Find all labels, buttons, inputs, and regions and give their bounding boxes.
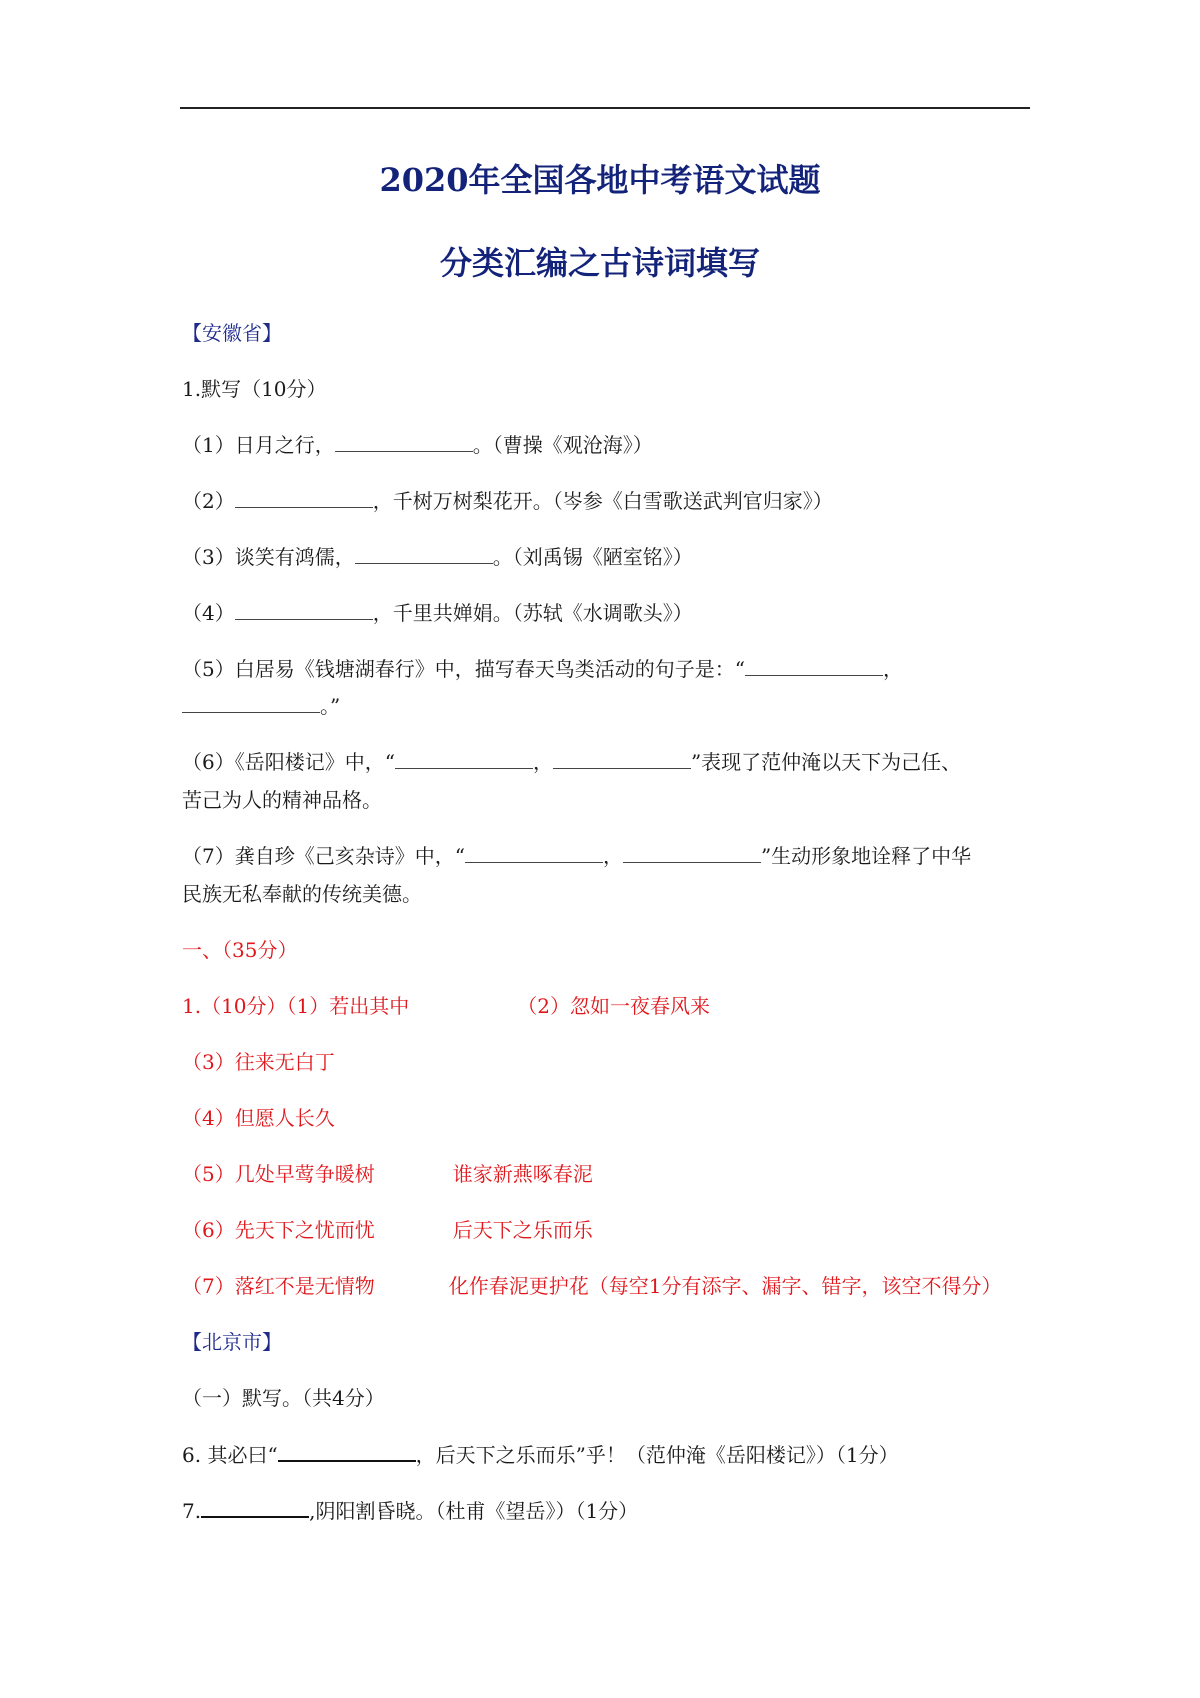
section-header-anhui: 【安徽省】 (182, 321, 282, 345)
answer-blank (278, 1440, 416, 1462)
header-rule (180, 107, 1030, 109)
title-line-2: 分类汇编之古诗词填写 (439, 244, 760, 282)
answer-line-5: （5）几处早莺争暖树 谁家新燕啄春泥 (182, 1162, 593, 1186)
title-line-1: 2020年全国各地中考语文试题 (379, 161, 821, 199)
answer-line-4: （4）但愿人长久 (182, 1106, 335, 1130)
answer-line-7: （7）落红不是无情物 化作春泥更护花（每空1分有添字、漏字、错字，该空不得分） (182, 1274, 1002, 1298)
question-title: 1.默写（10分） (182, 377, 327, 401)
answer-blank (201, 1496, 309, 1518)
answer-line-3: （3）往来无白丁 (182, 1050, 335, 1074)
answer-blank (235, 487, 373, 508)
answer-blank (745, 655, 883, 676)
answer-blank (355, 543, 493, 564)
answer-blank (235, 599, 373, 620)
question-item-6: （6）《岳阳楼记》中，“ ， ”表现了范仲淹以天下为己任、 (182, 750, 962, 774)
answer-blank (182, 692, 320, 713)
answer-line-1: 1.（10分）（1）若出其中 （2）忽如一夜春风来 (182, 994, 710, 1018)
question-item-5: （5）白居易《钱塘湖春行》中，描写春天鸟类活动的句子是：“ ， (182, 657, 903, 681)
answer-blank (465, 842, 603, 863)
question-item-3: （3）谈笑有鸿儒， 。（刘禹锡《陋室铭》） (182, 545, 693, 569)
answer-blank (335, 431, 473, 452)
answer-blank (553, 748, 691, 769)
question-item-5-cont: 。” (182, 692, 340, 720)
beijing-question-6: 6. 其必曰“ ，后天下之乐而乐”乎！（范仲淹《岳阳楼记》）（1分） (182, 1440, 899, 1469)
question-item-1: （1）日月之行， 。（曹操《观沧海》） (182, 433, 653, 457)
answer-blank (623, 842, 761, 863)
beijing-subheader: （一）默写。（共4分） (182, 1386, 385, 1410)
question-item-6-cont: 苦己为人的精神品格。 (182, 788, 382, 812)
answer-section-header: 一、（35分） (182, 938, 298, 962)
question-item-2: （2） ，千树万树梨花开。（岑参《白雪歌送武判官归家》） (182, 489, 833, 513)
question-item-4: （4） ，千里共婵娟。（苏轼《水调歌头》） (182, 601, 693, 625)
question-item-7: （7）龚自珍《己亥杂诗》中，“ ， ”生动形象地诠释了中华 (182, 844, 972, 868)
answer-line-6: （6）先天下之忧而忧 后天下之乐而乐 (182, 1218, 593, 1242)
answer-blank (395, 748, 533, 769)
question-item-7-cont: 民族无私奉献的传统美德。 (182, 882, 422, 906)
section-header-beijing: 【北京市】 (182, 1330, 282, 1354)
beijing-question-7: 7. ,阴阳割昏晓。（杜甫《望岳》）（1分） (182, 1496, 638, 1525)
